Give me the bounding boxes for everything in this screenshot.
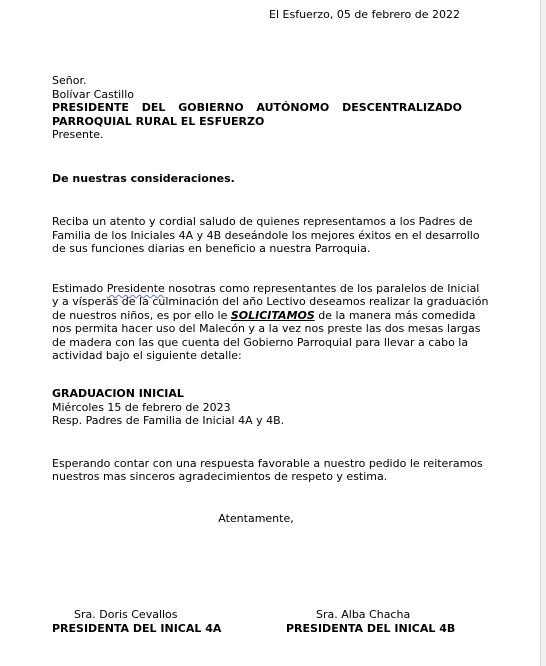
paragraph-2-line: y a vísperas de la culminación del año Lectivo deseamos realizar la graduación bbox=[52, 295, 489, 308]
spellcheck-word: Presidente bbox=[106, 282, 165, 295]
recipient-name: Bolívar Castillo bbox=[52, 88, 135, 101]
paragraph-2-text: Estimado bbox=[52, 282, 107, 295]
recipient-salutation: Señor. bbox=[52, 74, 87, 87]
signature-name-1: Sra. Doris Cevallos bbox=[74, 608, 178, 621]
window-edge bbox=[541, 0, 546, 666]
paragraph-3-line: Esperando contar con una respuesta favorable a nuestro pedido le reiteramos bbox=[52, 457, 483, 470]
paragraph-1-line: Reciba un atento y cordial saludo de quienes representamos a los Padres de bbox=[52, 215, 473, 228]
paragraph-2-text: de la manera más comedida bbox=[314, 309, 476, 322]
emphasized-word: SOLICITAMOS bbox=[230, 309, 315, 322]
letter-date: El Esfuerzo, 05 de febrero de 2022 bbox=[269, 8, 460, 21]
closing-line: Atentamente, bbox=[218, 512, 294, 525]
recipient-title-line-2: PARROQUIAL RURAL EL ESFUERZO bbox=[52, 115, 265, 128]
paragraph-2-line bbox=[52, 282, 480, 296]
paragraph-2-line: nos permita hacer uso del Malecón y a la vez nos preste las dos mesas largas bbox=[52, 322, 481, 335]
paragraph-2-text: nosotras como representantes de los paralelos de Inicial bbox=[164, 282, 480, 295]
signature-role-1: PRESIDENTA DEL INICAL 4A bbox=[52, 622, 222, 635]
paragraph-3-line: nuestros mas sinceros agradecimientos de respeto y estima. bbox=[52, 470, 388, 483]
signature-role-2: PRESIDENTA DEL INICAL 4B bbox=[286, 622, 456, 635]
paragraph-2-text: de nuestros niños, es por ello le bbox=[52, 309, 231, 322]
event-responsible: Resp. Padres de Familia de Inicial 4A y 4B. bbox=[52, 414, 285, 427]
opening-line: De nuestras consideraciones. bbox=[52, 172, 235, 185]
recipient-presente: Presente. bbox=[52, 128, 104, 141]
event-date: Miércoles 15 de febrero de 2023 bbox=[52, 401, 231, 414]
signature-name-2: Sra. Alba Chacha bbox=[316, 608, 411, 621]
recipient-title-line-1: PRESIDENTE DEL GOBIERNO AUTÓNOMO DESCENTRALIZADO bbox=[52, 101, 462, 114]
paragraph-2-line bbox=[52, 309, 476, 323]
event-title: GRADUACION INICIAL bbox=[52, 387, 184, 400]
paragraph-1-line: Familia de los Iniciales 4A y 4B deseándole los mejores éxitos en el desarrollo bbox=[52, 229, 480, 242]
paragraph-2-line: de madera con las que cuenta del Gobierno Parroquial para llevar a cabo la bbox=[52, 336, 469, 349]
paragraph-1-line: de sus funciones diarias en beneficio a nuestra Parroquia. bbox=[52, 242, 371, 255]
paragraph-2-line: actividad bajo el siguiente detalle: bbox=[52, 349, 242, 362]
